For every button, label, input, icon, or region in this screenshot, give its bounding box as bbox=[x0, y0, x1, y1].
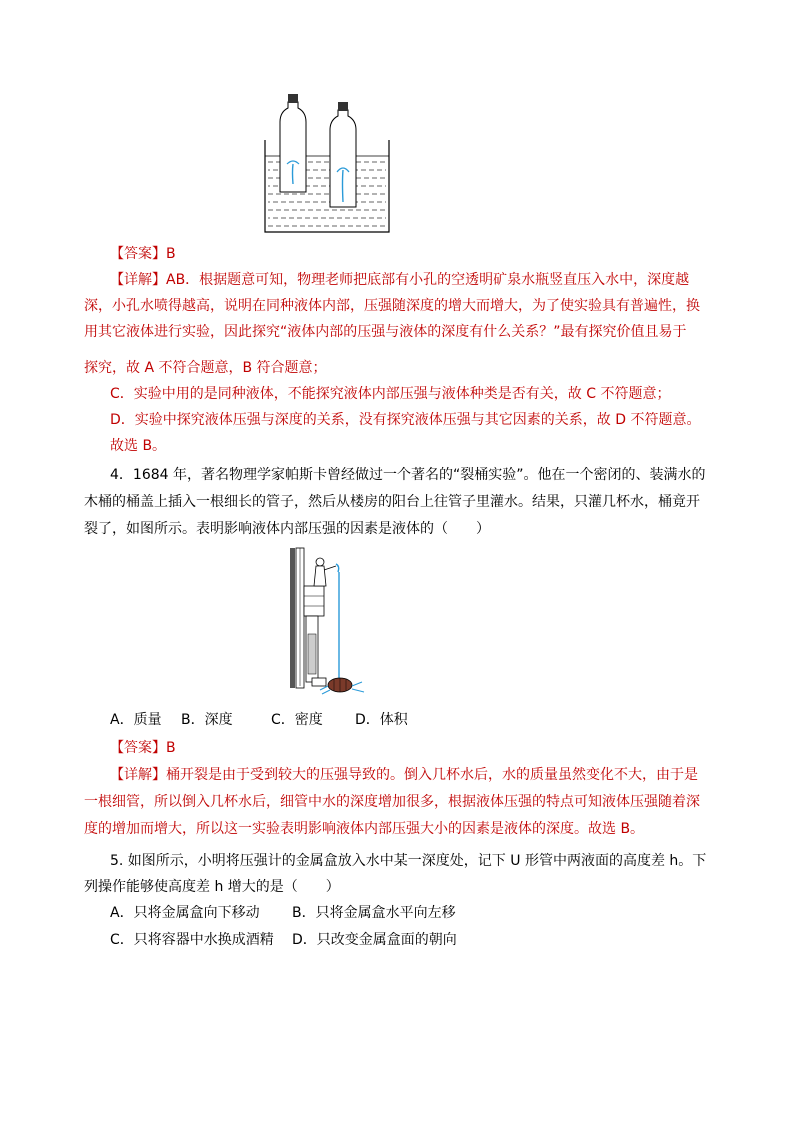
q5-option-c[interactable]: C．只将容器中水换成酒精 bbox=[110, 932, 274, 948]
q5-options-row-1 bbox=[110, 905, 456, 921]
q3-detail-line-3: 用其它液体进行实验，因此探究“液体内部的压强与液体的深度有什么关系？”最有探究价值且易于 bbox=[84, 324, 687, 340]
bottles-in-water-figure bbox=[262, 92, 392, 236]
q4-detail-line-3: 度的增加而增大，所以这一实验表明影响液体内部压强大小的因素是液体的深度。故选 B。 bbox=[84, 821, 645, 837]
q5-option-a[interactable]: A．只将金属盒向下移动 bbox=[110, 905, 260, 921]
q4-option-b[interactable]: B．深度 bbox=[181, 712, 233, 728]
q4-answer: 【答案】B bbox=[110, 740, 176, 756]
q4-stem-line-2: 木桶的桶盖上插入一根细长的管子，然后从楼房的阳台上往管子里灌水。结果，只灌几杯水，桶竟开 bbox=[84, 494, 700, 510]
q5-option-d[interactable]: D．只改变金属盒面的朝向 bbox=[292, 932, 457, 948]
q3-detail-line-1: 【详解】AB．根据题意可知，物理老师把底部有小孔的空透明矿泉水瓶竖直压入水中，深度越 bbox=[110, 272, 690, 288]
q4-options bbox=[110, 712, 408, 728]
q4-option-d[interactable]: D．体积 bbox=[355, 712, 408, 728]
q5-stem-line-2: 列操作能够使高度差 h 增大的是（ ） bbox=[84, 879, 340, 895]
q3-detail-line-2: 深，小孔水喷得越高，说明在同种液体内部，压强随深度的增大而增大，为了使实验具有普遍性，换 bbox=[84, 298, 700, 314]
q3-detail-line-4: 探究，故 A 不符合题意，B 符合题意； bbox=[84, 360, 327, 376]
answer-tag: 【答案】 bbox=[110, 246, 166, 262]
q4-option-c[interactable]: C．密度 bbox=[271, 712, 323, 728]
q3-detail-line-5: C．实验中用的是同种液体，不能探究液体内部压强与液体种类是否有关，故 C 不符题意； bbox=[110, 386, 671, 402]
q5-stem-line-1: 5. 如图所示，小明将压强计的金属盒放入水中某一深度处，记下 U 形管中两液面的高度差 h。下 bbox=[110, 853, 707, 869]
q5-options-row-2 bbox=[110, 932, 457, 948]
q3-detail-line-6: D．实验中探究液体压强与深度的关系，没有探究液体压强与其它因素的关系，故 D 不符题意。 bbox=[110, 412, 701, 428]
q4-detail-line-1: 【详解】桶开裂是由于受到较大的压强导致的。倒入几杯水后，水的质量虽然变化不大，由于是 bbox=[110, 767, 698, 783]
q3-conclusion: 故选 B。 bbox=[110, 438, 167, 454]
q4-stem-line-1: 4．1684 年，著名物理学家帕斯卡曾经做过一个著名的“裂桶实验”。他在一个密闭的、装满水的 bbox=[110, 467, 706, 483]
detail-tag: 【详解】 bbox=[110, 272, 166, 288]
q4-stem-line-3: 裂了，如图所示。表明影响液体内部压强的因素是液体的（ ） bbox=[84, 521, 490, 537]
q5-option-b[interactable]: B．只将金属盒水平向左移 bbox=[292, 905, 456, 921]
q3-answer bbox=[110, 246, 176, 262]
q4-detail-line-2: 一根细管，所以倒入几杯水后，细管中水的深度增加很多，根据液体压强的特点可知液体压强随着深 bbox=[84, 794, 700, 810]
pascal-barrel-figure bbox=[286, 546, 368, 696]
q4-answer-value: B bbox=[166, 740, 176, 756]
q4-option-a[interactable]: A．质量 bbox=[110, 712, 162, 728]
q3-answer-value: B bbox=[166, 246, 176, 262]
